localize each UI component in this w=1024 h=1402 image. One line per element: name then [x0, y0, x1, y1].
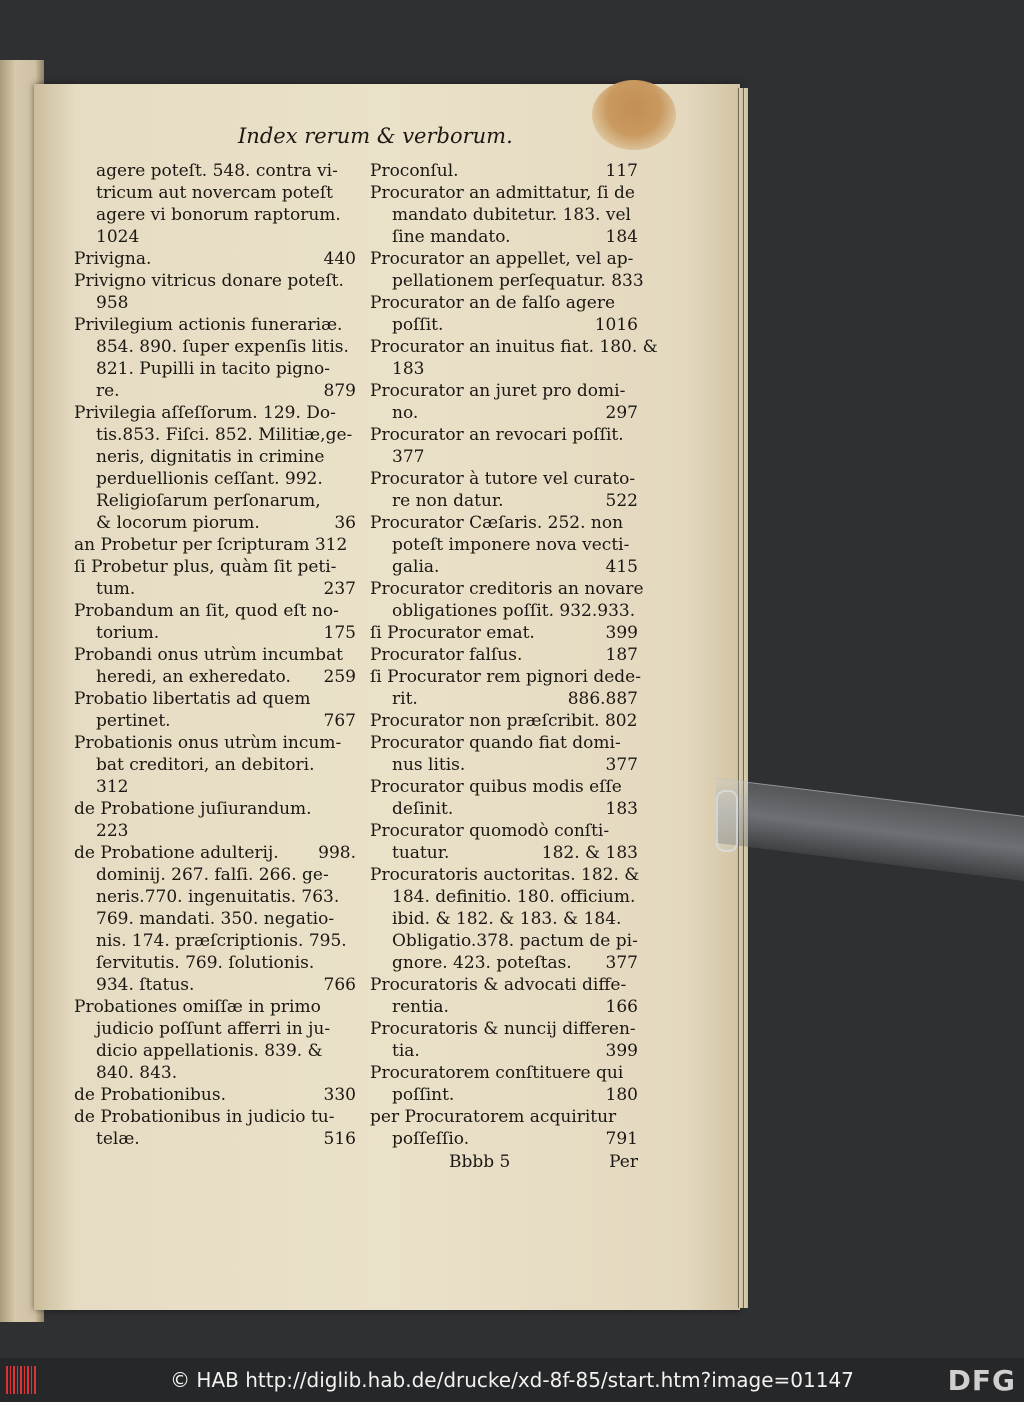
index-entry-line [370, 578, 644, 600]
index-entry-line [74, 710, 356, 732]
entry-text: neris, dignitatis in crimine [96, 447, 325, 467]
entry-page-number: 183 [605, 799, 638, 819]
index-entry-line [370, 754, 638, 776]
entry-text: heredi, an exheredato. [96, 667, 291, 687]
index-entry-line [370, 490, 638, 512]
index-entry-line [74, 666, 356, 688]
entry-page-number: 377 [605, 953, 638, 973]
index-entry-line [74, 688, 356, 710]
entry-text: poſſint. [392, 1085, 455, 1105]
glass-weight-tip [716, 790, 738, 852]
entry-text: Privilegium actionis funerariæ. [74, 315, 343, 335]
index-entry-line [370, 622, 638, 644]
index-entry-line [370, 798, 638, 820]
entry-text: Procurator à tutore vel curato- [370, 469, 636, 489]
entry-text: poſſeſſio. [392, 1129, 470, 1149]
entry-text: 223 [96, 821, 129, 841]
index-entry-line [370, 424, 638, 446]
index-entry-line [370, 534, 638, 556]
entry-text: ſi Procurator emat. [370, 623, 535, 643]
index-entry-line [74, 358, 356, 380]
entry-text: ſine mandato. [392, 227, 511, 247]
index-entry-line [370, 160, 638, 182]
index-entry-line [370, 930, 638, 952]
entry-text: deſinit. [392, 799, 454, 819]
index-entry-line [370, 1018, 638, 1040]
catchword-line [449, 1152, 638, 1174]
entry-text: Procurator creditoris an novare [370, 579, 644, 599]
entry-text: 183 [392, 359, 425, 379]
index-entry-line [370, 864, 638, 886]
entry-page-number: 886.887 [567, 689, 638, 709]
entry-text: tum. [96, 579, 136, 599]
entry-text: 854. 890. ſuper expenſis litis. [96, 337, 349, 357]
index-entry-line [370, 468, 638, 490]
index-entry-line [74, 314, 356, 336]
entry-text: per Procuratorem acquiritur [370, 1107, 617, 1127]
entry-text: telæ. [96, 1129, 140, 1149]
index-entry-line [74, 226, 356, 248]
index-entry-line [74, 336, 356, 358]
water-stain [592, 80, 676, 150]
index-entry-line [74, 776, 356, 798]
index-entry-line [370, 644, 638, 666]
entry-text: rentia. [392, 997, 449, 1017]
index-entry-line [74, 380, 356, 402]
entry-text: Procurator an inuitus fiat. 180. & [370, 337, 658, 357]
catchword: Per [609, 1152, 638, 1172]
index-entry-line [370, 886, 638, 908]
index-entry-line [370, 402, 638, 424]
index-column-left [74, 160, 356, 1150]
index-entry-line [370, 688, 638, 710]
entry-text: Obligatio.378. pactum de pi- [392, 931, 638, 951]
signature-mark: Bbbb 5 [449, 1152, 511, 1172]
entry-text: 840. 843. [96, 1063, 178, 1083]
entry-text: Probationis onus utrùm incum- [74, 733, 342, 753]
entry-text: ſervitutis. 769. ſolutionis. [96, 953, 315, 973]
entry-text: Procurator quibus modis eſſe [370, 777, 622, 797]
entry-text: nus litis. [392, 755, 466, 775]
entry-page-number: 36 [334, 513, 356, 533]
index-entry-line [370, 600, 638, 622]
entry-text: 184. definitio. 180. officium. [392, 887, 636, 907]
index-entry-line [370, 908, 638, 930]
entry-text: Privilegia aſſeſſorum. 129. Do- [74, 403, 336, 423]
index-entry-line [74, 930, 356, 952]
entry-page-number: 237 [323, 579, 356, 599]
entry-text: dicio appellationis. 839. & [96, 1041, 323, 1061]
entry-text: Privigna. [74, 249, 152, 269]
index-entry-line [74, 490, 356, 512]
entry-text: Procurator an appellet, vel ap- [370, 249, 634, 269]
entry-text: tis.853. Fiſci. 852. Militiæ,ge- [96, 425, 353, 445]
entry-page-number: 399 [605, 1041, 638, 1061]
entry-page-number: 117 [605, 161, 638, 181]
index-entry-line [370, 336, 658, 358]
entry-page-number: 1016 [594, 315, 638, 335]
index-entry-line [74, 952, 356, 974]
entry-text: tia. [392, 1041, 420, 1061]
index-entry-line [370, 1106, 638, 1128]
index-entry-line [74, 1106, 356, 1128]
entry-text: Procuratoris auctoritas. 182. & [370, 865, 640, 885]
entry-text: torium. [96, 623, 160, 643]
viewer-footer [0, 1358, 1024, 1402]
entry-page-number: 767 [323, 711, 356, 731]
entry-text: Probandum an ſit, quod eſt no- [74, 601, 339, 621]
glass-weight [716, 778, 1024, 881]
entry-text: perduellionis ceſſant. 992. [96, 469, 323, 489]
entry-page-number: 297 [605, 403, 638, 423]
entry-text: Procurator quando fiat domi- [370, 733, 621, 753]
index-entry-line [74, 1128, 356, 1150]
entry-page-number: 998. [318, 843, 356, 863]
index-entry-line [74, 1018, 356, 1040]
index-entry-line [74, 292, 356, 314]
entry-text: Procuratoris & nuncij differen- [370, 1019, 636, 1039]
index-entry-line [370, 974, 638, 996]
index-entry-line [74, 1040, 356, 1062]
entry-page-number: 175 [323, 623, 356, 643]
index-entry-line [370, 842, 638, 864]
entry-text: ſi Probetur plus, quàm ſit peti- [74, 557, 337, 577]
index-entry-line [74, 908, 356, 930]
index-entry-line [370, 446, 638, 468]
index-entry-line [74, 402, 356, 424]
index-entry-line [370, 182, 638, 204]
entry-text: no. [392, 403, 419, 423]
entry-text: 377 [392, 447, 425, 467]
index-entry-line [370, 1128, 638, 1150]
entry-text: Procurator falſus. [370, 645, 523, 665]
index-entry-line [74, 512, 356, 534]
index-entry-line [74, 864, 356, 886]
index-entry-line [74, 842, 356, 864]
index-entry-line [370, 226, 638, 248]
index-entry-line [370, 512, 638, 534]
entry-text: judicio poſſunt afferri in ju- [96, 1019, 331, 1039]
index-entry-line [74, 820, 356, 842]
entry-text: 958 [96, 293, 129, 313]
index-column-right [370, 160, 658, 1150]
entry-text: Procurator quomodò conſti- [370, 821, 610, 841]
entry-page-number: 415 [605, 557, 638, 577]
entry-text: agere vi bonorum raptorum. [96, 205, 341, 225]
index-entry-line [74, 270, 356, 292]
entry-text: re. [96, 381, 120, 401]
index-entry-line [370, 732, 638, 754]
entry-page-number: 377 [605, 755, 638, 775]
index-entry-line [74, 160, 356, 182]
entry-text: Procurator an revocari poſſit. [370, 425, 624, 445]
entry-page-number: 330 [323, 1085, 356, 1105]
index-entry-line [370, 556, 638, 578]
entry-text: galia. [392, 557, 440, 577]
entry-text: poſſit. [392, 315, 444, 335]
entry-text: Probationes omiſſæ in primo [74, 997, 321, 1017]
index-entry-line [74, 556, 356, 578]
entry-page-number: 184 [605, 227, 638, 247]
entry-text: Procurator an de falſo agere [370, 293, 616, 313]
index-entry-line [74, 468, 356, 490]
entry-page-number: 187 [605, 645, 638, 665]
entry-page-number: 180 [605, 1085, 638, 1105]
index-entry-line [74, 886, 356, 908]
entry-text: Privigno vitricus donare poteſt. [74, 271, 344, 291]
entry-text: rit. [392, 689, 418, 709]
entry-text: de Probatione adulterij. [74, 843, 279, 863]
entry-text: neris.770. ingenuitatis. 763. [96, 887, 340, 907]
entry-text: de Probationibus in judicio tu- [74, 1107, 335, 1127]
index-entry-line [74, 1084, 356, 1106]
index-entry-line [370, 1040, 638, 1062]
entry-page-number: 791 [605, 1129, 638, 1149]
entry-text: an Probetur per ſcripturam 312 [74, 535, 348, 555]
entry-text: agere poteſt. 548. contra vi- [96, 161, 338, 181]
entry-text: de Probationibus. [74, 1085, 227, 1105]
entry-text: Probatio libertatis ad quem [74, 689, 311, 709]
page-stack-edge [736, 88, 748, 1308]
entry-page-number: 879 [323, 381, 356, 401]
index-entry-line [74, 248, 356, 270]
entry-text: Procurator an admittatur, ſi de [370, 183, 635, 203]
index-entry-line [74, 600, 356, 622]
copyright-link[interactable]: © HAB http://diglib.hab.de/drucke/xd-8f-85/start.htm?image=01147 [170, 1368, 854, 1392]
index-entry-line [370, 952, 638, 974]
entry-text: pertinet. [96, 711, 171, 731]
entry-text: pellationem perſequatur. 833 [392, 271, 644, 291]
entry-text: Procurator Cæſaris. 252. non [370, 513, 624, 533]
entry-page-number: 522 [605, 491, 638, 511]
entry-text: re non datur. [392, 491, 504, 511]
index-entry-line [370, 776, 638, 798]
entry-page-number: 440 [323, 249, 356, 269]
entry-text: Procuratorem conſtituere qui [370, 1063, 624, 1083]
index-entry-line [370, 820, 638, 842]
entry-text: Procuratoris & advocati diffe- [370, 975, 627, 995]
index-entry-line [74, 996, 356, 1018]
index-entry-line [370, 380, 638, 402]
index-entry-line [74, 974, 356, 996]
dfg-logo-icon: DFG [947, 1364, 1016, 1397]
entry-text: ibid. & 182. & 183. & 184. [392, 909, 622, 929]
entry-text: tuatur. [392, 843, 450, 863]
entry-text: bat creditori, an debitori. [96, 755, 315, 775]
entry-text: Procurator an juret pro domi- [370, 381, 626, 401]
entry-text: Probandi onus utrùm incumbat [74, 645, 343, 665]
index-entry-line [370, 1062, 638, 1084]
index-entry-line [74, 534, 356, 556]
index-entry-line [370, 710, 638, 732]
entry-text: 934. ſtatus. [96, 975, 195, 995]
entry-text: 769. mandati. 350. negatio- [96, 909, 335, 929]
index-entry-line [74, 424, 356, 446]
entry-page-number: 259 [323, 667, 356, 687]
entry-page-number: 516 [323, 1129, 356, 1149]
index-entry-line [74, 182, 356, 204]
index-entry-line [370, 1084, 638, 1106]
entry-page-number: 166 [605, 997, 638, 1017]
entry-page-number: 766 [323, 975, 356, 995]
entry-text: tricum aut novercam poteſt [96, 183, 333, 203]
index-entry-line [370, 292, 638, 314]
index-entry-line [74, 644, 356, 666]
index-entry-line [370, 248, 638, 270]
index-entry-line [370, 996, 638, 1018]
entry-page-number: 182. & 183 [541, 843, 638, 863]
page-header: Index rerum & verborum. [238, 124, 513, 148]
index-entry-line [370, 314, 638, 336]
index-entry-line [370, 666, 641, 688]
entry-text: 821. Pupilli in tacito pigno- [96, 359, 330, 379]
entry-page-number: 399 [605, 623, 638, 643]
index-entry-line [74, 1062, 356, 1084]
index-entry-line [74, 798, 356, 820]
entry-text: poteſt imponere nova vecti- [392, 535, 630, 555]
index-entry-line [74, 204, 356, 226]
entry-text: dominij. 267. falſi. 266. ge- [96, 865, 329, 885]
entry-text: Religioſarum perſonarum, [96, 491, 321, 511]
entry-text: gnore. 423. poteſtas. [392, 953, 572, 973]
index-entry-line [370, 204, 638, 226]
entry-text: obligationes poſſit. 932.933. [392, 601, 636, 621]
entry-text: Proconſul. [370, 161, 459, 181]
entry-text: ſi Procurator rem pignori dede- [370, 667, 641, 687]
entry-text: Procurator non præſcribit. 802 [370, 711, 638, 731]
entry-text: mandato dubitetur. 183. vel [392, 205, 631, 225]
entry-text: 1024 [96, 227, 140, 247]
index-entry-line [74, 754, 356, 776]
index-entry-line [370, 270, 644, 292]
index-entry-line [74, 578, 356, 600]
entry-text: de Probatione juſiurandum. [74, 799, 312, 819]
index-entry-line [74, 446, 356, 468]
index-entry-line [74, 622, 356, 644]
entry-text: nis. 174. præſcriptionis. 795. [96, 931, 347, 951]
index-entry-line [370, 358, 638, 380]
index-entry-line [74, 732, 356, 754]
entry-text: 312 [96, 777, 129, 797]
entry-text: & locorum piorum. [96, 513, 260, 533]
